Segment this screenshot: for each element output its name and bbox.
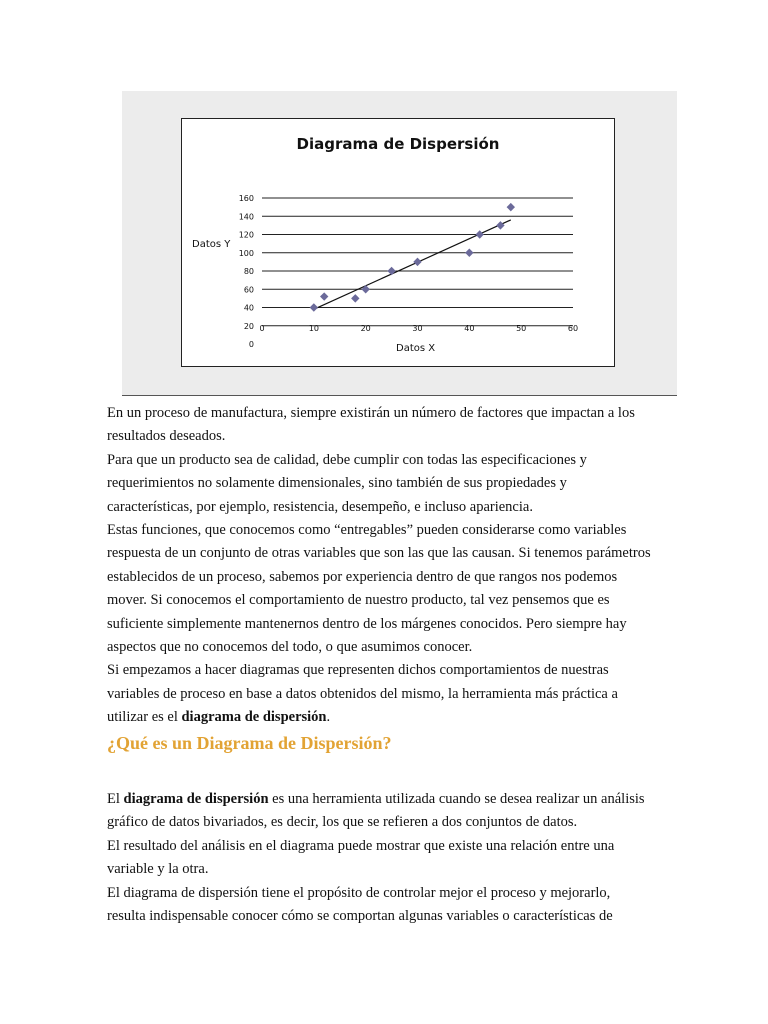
paragraph-text: El <box>107 791 124 807</box>
x-tick-label: 20 <box>360 324 371 333</box>
y-tick-label: 0 <box>248 340 254 349</box>
data-point <box>310 303 318 311</box>
y-tick-label: 40 <box>243 303 254 313</box>
paragraph <box>107 835 652 882</box>
x-tick-label: 50 <box>516 324 527 333</box>
paragraph-text: Si empezamos a hacer diagramas que representen dichos comportamientos de nuestras variables de proceso en base a datos obtenidos del mismo, la herramienta más práctica a utilizar es el <box>107 662 618 726</box>
paragraph <box>107 519 652 659</box>
data-point <box>496 221 504 229</box>
data-point <box>507 203 515 211</box>
paragraph <box>107 659 652 729</box>
x-tick-label: 40 <box>464 324 475 333</box>
chart-plot <box>182 119 613 365</box>
y-tick-label: 120 <box>238 230 254 240</box>
data-point <box>361 285 369 293</box>
x-tick-label: 30 <box>412 324 423 333</box>
x-tick-label: 60 <box>567 324 579 333</box>
bold-term: diagrama de dispersión <box>123 791 269 807</box>
paragraph <box>107 788 652 835</box>
paragraph-text: . <box>326 709 331 726</box>
paragraph-text: En un proceso de manufactura, siempre existirán un número de factores que impactan a los resultados deseados. <box>107 405 635 445</box>
x-tick-label: 10 <box>308 324 319 333</box>
data-point <box>476 230 484 238</box>
y-tick-label: 160 <box>238 194 254 203</box>
bold-term: diagrama de dispersión <box>181 709 327 726</box>
paragraph-text: Para que un producto sea de calidad, debe cumplir con todas las especificaciones y requerimientos no solamente dimensionales, sino también de sus propiedades y características, por ejemplo, resistencia, desempeño, e incluso apariencia. <box>107 451 587 515</box>
x-tick-label: 0 <box>259 324 265 333</box>
data-point <box>465 249 473 257</box>
intro-text <box>107 402 652 730</box>
figure-block <box>122 91 677 396</box>
paragraph-text: El diagrama de dispersión tiene el propósito de controlar mejor el proceso y mejorarlo, resulta indispensable conocer cómo se comportan algunas variables o características de <box>107 884 613 925</box>
scatter-chart <box>181 118 615 367</box>
y-tick-label: 100 <box>238 248 254 258</box>
definition-text <box>107 788 652 928</box>
y-tick-label: 60 <box>243 285 254 295</box>
data-point <box>413 258 421 266</box>
x-axis-label: Datos X <box>396 343 436 354</box>
y-axis-label: Datos Y <box>192 239 231 250</box>
section-heading: ¿Qué es un Diagrama de Dispersión? <box>107 733 392 753</box>
paragraph <box>107 449 652 519</box>
data-point <box>351 294 359 302</box>
data-point <box>320 292 328 300</box>
paragraph-text: El resultado del análisis en el diagrama puede mostrar que existe una relación entre una variable y la otra. <box>107 837 615 878</box>
paragraph-text: es una herramienta utilizada cuando se desea realizar un análisis gráfico de datos bivariados, es decir, los que se refieren a dos conjuntos de datos. <box>107 791 645 831</box>
y-tick-label: 20 <box>243 321 254 331</box>
data-point <box>387 267 395 275</box>
y-tick-label: 80 <box>243 267 254 276</box>
paragraph <box>107 882 652 929</box>
paragraph-text: Estas funciones, que conocemos como “entregables” pueden considerarse como variables respuesta de un conjunto de otras variables que son las que las causan. Si tenemos parámetros establecidos de un proceso, sabemos por experiencia dentro de que rangos nos podemos mover. Si conocemos el comportamiento de nuestro producto, tal vez pensemos que es suficiente simplemente mantenernos dentro de los márgenes conocidos. Pero siempre hay aspectos que no conocemos del todo, o que asumimos conocer. <box>107 522 651 656</box>
chart-title: Diagrama de Dispersión <box>296 135 500 153</box>
paragraph <box>107 402 652 449</box>
y-tick-label: 140 <box>238 212 254 222</box>
